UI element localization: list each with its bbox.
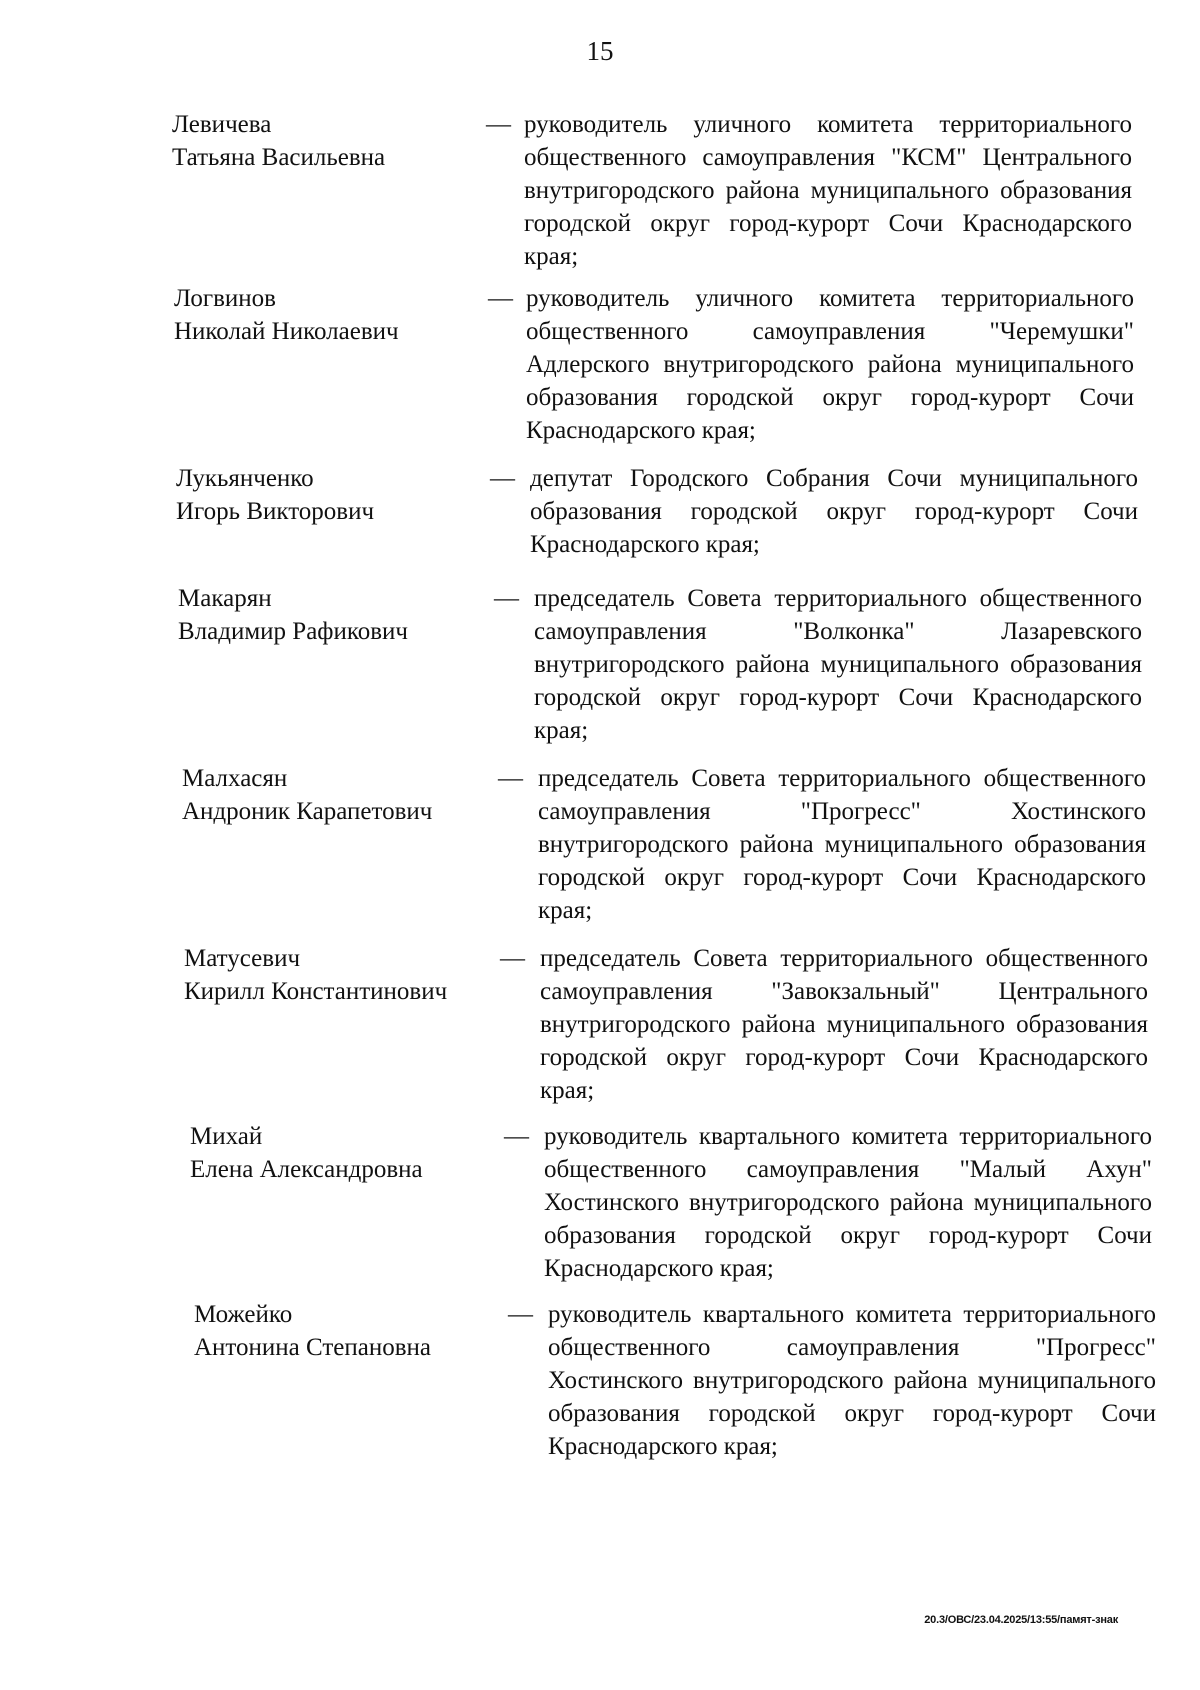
member-name: [174, 282, 399, 348]
member-surname: Можейко: [194, 1301, 293, 1328]
member-surname: Малхасян: [182, 765, 288, 792]
member-given-names: Игорь Викторович: [176, 498, 375, 525]
list-item: [0, 108, 1200, 268]
member-given-names: Кирилл Константинович: [184, 978, 448, 1005]
list-item: [0, 1120, 1200, 1280]
member-given-names: Елена Александровна: [190, 1156, 423, 1183]
member-description: руководитель квартального комитета территориального общественного самоуправления "Прогресс" Хостинского внутригородского района муниципального образования городской округ город-курорт Сочи Краснодарского края;: [548, 1301, 1156, 1460]
dash-separator: —: [488, 285, 513, 312]
member-name: [194, 1298, 431, 1364]
member-given-names: Владимир Рафикович: [178, 618, 409, 645]
list-item: [0, 1298, 1200, 1458]
dash-separator: —: [508, 1301, 533, 1328]
member-description: депутат Городского Собрания Сочи муниципального образования городской округ город-курорт Сочи Краснодарского края;: [530, 465, 1138, 558]
dash-separator: —: [490, 465, 515, 492]
member-surname: Макарян: [178, 585, 272, 612]
list-item: [0, 762, 1200, 922]
list-item: [0, 942, 1200, 1102]
member-description: председатель Совета территориального общественного самоуправления "Волконка" Лазаревского внутригородского района муниципального образования городской округ город-курорт Сочи Краснодарского края;: [534, 585, 1142, 744]
member-surname: Логвинов: [174, 285, 276, 312]
member-surname: Левичева: [172, 111, 272, 138]
member-name: [178, 582, 408, 648]
member-description: председатель Совета территориального общественного самоуправления "Завокзальный" Центрального внутригородского района муниципального образования городской округ город-курорт Сочи Краснодарского края;: [540, 945, 1148, 1104]
member-given-names: Татьяна Васильевна: [172, 144, 386, 171]
member-description: руководитель уличного комитета территориального общественного самоуправления "Черемушки" Адлерского внутригородского района муниципального образования городской округ город-курорт Сочи Краснодарского края;: [526, 285, 1134, 444]
member-given-names: Николай Николаевич: [174, 318, 399, 345]
member-description: председатель Совета территориального общественного самоуправления "Прогресс" Хостинского внутригородского района муниципального образования городской округ город-курорт Сочи Краснодарского края;: [538, 765, 1146, 924]
member-name: [172, 108, 385, 174]
document-registration-code: 20.3/ОВС/23.04.2025/13:55/памят-знак: [924, 1614, 1118, 1626]
member-name: [184, 942, 447, 1008]
dash-separator: —: [494, 585, 519, 612]
dash-separator: —: [504, 1123, 529, 1150]
member-description: руководитель квартального комитета территориального общественного самоуправления "Малый Ахун" Хостинского внутригородского района муниципального образования городской округ город-курорт Сочи Краснодарского края;: [544, 1123, 1152, 1282]
member-name: [190, 1120, 423, 1186]
list-item: [0, 462, 1200, 562]
member-given-names: Андроник Карапетович: [182, 798, 433, 825]
page-number: 15: [586, 36, 614, 66]
dash-separator: —: [500, 945, 525, 972]
dash-separator: —: [486, 111, 511, 138]
member-name: [182, 762, 432, 828]
list-item: [0, 582, 1200, 742]
member-given-names: Антонина Степановна: [194, 1334, 432, 1361]
member-surname: Матусевич: [184, 945, 301, 972]
dash-separator: —: [498, 765, 523, 792]
member-surname: Михай: [190, 1123, 263, 1150]
list-item: [0, 282, 1200, 442]
member-surname: Лукьянченко: [176, 465, 314, 492]
member-name: [176, 462, 374, 528]
member-description: руководитель уличного комитета территориального общественного самоуправления "КСМ" Центрального внутригородского района муниципального образования городской округ город-курорт Сочи Краснодарского края;: [524, 111, 1132, 270]
